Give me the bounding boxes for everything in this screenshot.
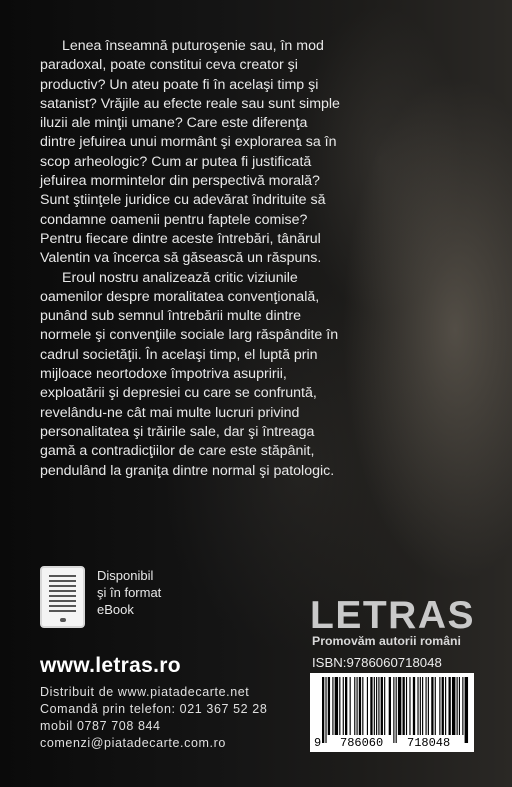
distributor-line: Distribuit de www.piatadecarte.net: [40, 685, 250, 699]
barcode-bar: [449, 677, 451, 735]
distribution-info: [40, 684, 267, 752]
barcode-bar: [435, 677, 436, 735]
ebook-reader-icon: [40, 566, 85, 628]
ebook-availability: [97, 567, 161, 618]
barcode-bar: [409, 677, 410, 735]
barcode-bar: [462, 677, 463, 735]
barcode-bar: [406, 677, 407, 735]
barcode-bar: [332, 677, 333, 735]
barcode-bar: [357, 677, 358, 735]
blurb-paragraph-1: Lenea înseamnă puturoşenie sau, în mod paradoxal, poate constitui ceva creator şi productiv? Un ateu poate fi în acelaşi timp şi satanist? Vrăjile au efecte reale sau sunt simple iluzii ale minţii umane? Care este diferenţa dintre jefuirea unui mormânt şi explorarea sa în scop arheologic? Cum ar putea fi justificată jefuirea mormintelor din perspectivă morală? Sunt ştiinţele juridice cu adevărat îndrituite să condamne oamenii pentru faptele comise? Pentru fiecare dintre aceste întrebări, tânărul Valentin va încerca să găsească un răspuns.: [40, 38, 340, 267]
barcode-bar: [465, 677, 468, 743]
barcode-bar: [452, 677, 455, 735]
website-link[interactable]: www.letras.ro: [40, 654, 181, 677]
barcode-bar: [362, 677, 363, 735]
barcode-bar: [389, 677, 391, 735]
mobile-line: mobil 0787 708 844: [40, 719, 161, 733]
barcode-bar: [322, 677, 324, 743]
barcode-bar: [420, 677, 421, 735]
barcode-bar: [442, 677, 444, 735]
barcode-bar: [343, 677, 344, 735]
barcode-bar: [376, 677, 377, 735]
barcode-bar: [350, 677, 351, 735]
barcode-bar: [328, 677, 330, 735]
barcode-bar: [381, 677, 383, 735]
barcode-bar: [335, 677, 338, 735]
barcode-bar: [374, 677, 375, 735]
isbn-label: ISBN:9786060718048: [312, 655, 442, 670]
barcode-bar: [339, 677, 340, 735]
barcode-bar: [359, 677, 361, 735]
barcode-bar: [354, 677, 355, 735]
barcode-bar: [413, 677, 415, 735]
barcode-bar: [422, 677, 423, 735]
isbn-barcode: [310, 673, 474, 752]
barcode-bar: [396, 677, 397, 743]
ebook-line-1: Disponibil: [97, 568, 154, 583]
phone-line: Comandă prin telefon: 021 367 52 28: [40, 702, 268, 716]
barcode-bar: [370, 677, 372, 735]
barcode-bar: [439, 677, 440, 735]
barcode-bar: [367, 677, 368, 735]
barcode-bar: [417, 677, 418, 735]
barcode-bar: [345, 677, 347, 735]
ebook-line-3: eBook: [97, 602, 134, 617]
ebook-line-2: şi în format: [97, 585, 162, 600]
barcode-bar: [426, 677, 427, 735]
barcode-bar: [459, 677, 460, 735]
barcode-bar: [457, 677, 458, 735]
blurb-paragraph-2: Eroul nostru analizează critic viziunile oamenilor despre moralitatea convenţională, punând sub semnul întrebării multe dintre normele şi convenţiile sociale larg răspândite în cadrul societăţii. În acelaşi timp, el luptă prin mijloace neortodoxe împotriva asupririi, exploatării şi depresiei cu care se confruntă, revelându-ne cât mai multe lucruri privind personalitatea şi trăirile sale, dar şi întreaga gamă a contradicţiilor de care este stăpânit, pendulând la graniţa dintre normal şi patologic.: [40, 269, 339, 479]
barcode-digit-first: 9: [314, 736, 322, 750]
barcode-digits-left: 786060: [340, 736, 384, 750]
blurb: [40, 37, 340, 481]
email-line: comenzi@piatadecarte.com.ro: [40, 736, 226, 750]
publisher-logo: LETRAS: [310, 594, 475, 637]
barcode-bar: [403, 677, 405, 735]
barcode-bar: [384, 677, 385, 735]
barcode-bar: [393, 677, 394, 743]
barcode-bar: [445, 677, 446, 735]
publisher-slogan: Promovăm autorii români: [312, 634, 461, 648]
barcode-bar: [325, 677, 326, 743]
barcode-bar: [428, 677, 429, 735]
barcode-digits-right: 718048: [407, 736, 451, 750]
barcode-bar: [378, 677, 379, 735]
barcode-bar: [431, 677, 433, 735]
barcode-bar: [398, 677, 401, 735]
